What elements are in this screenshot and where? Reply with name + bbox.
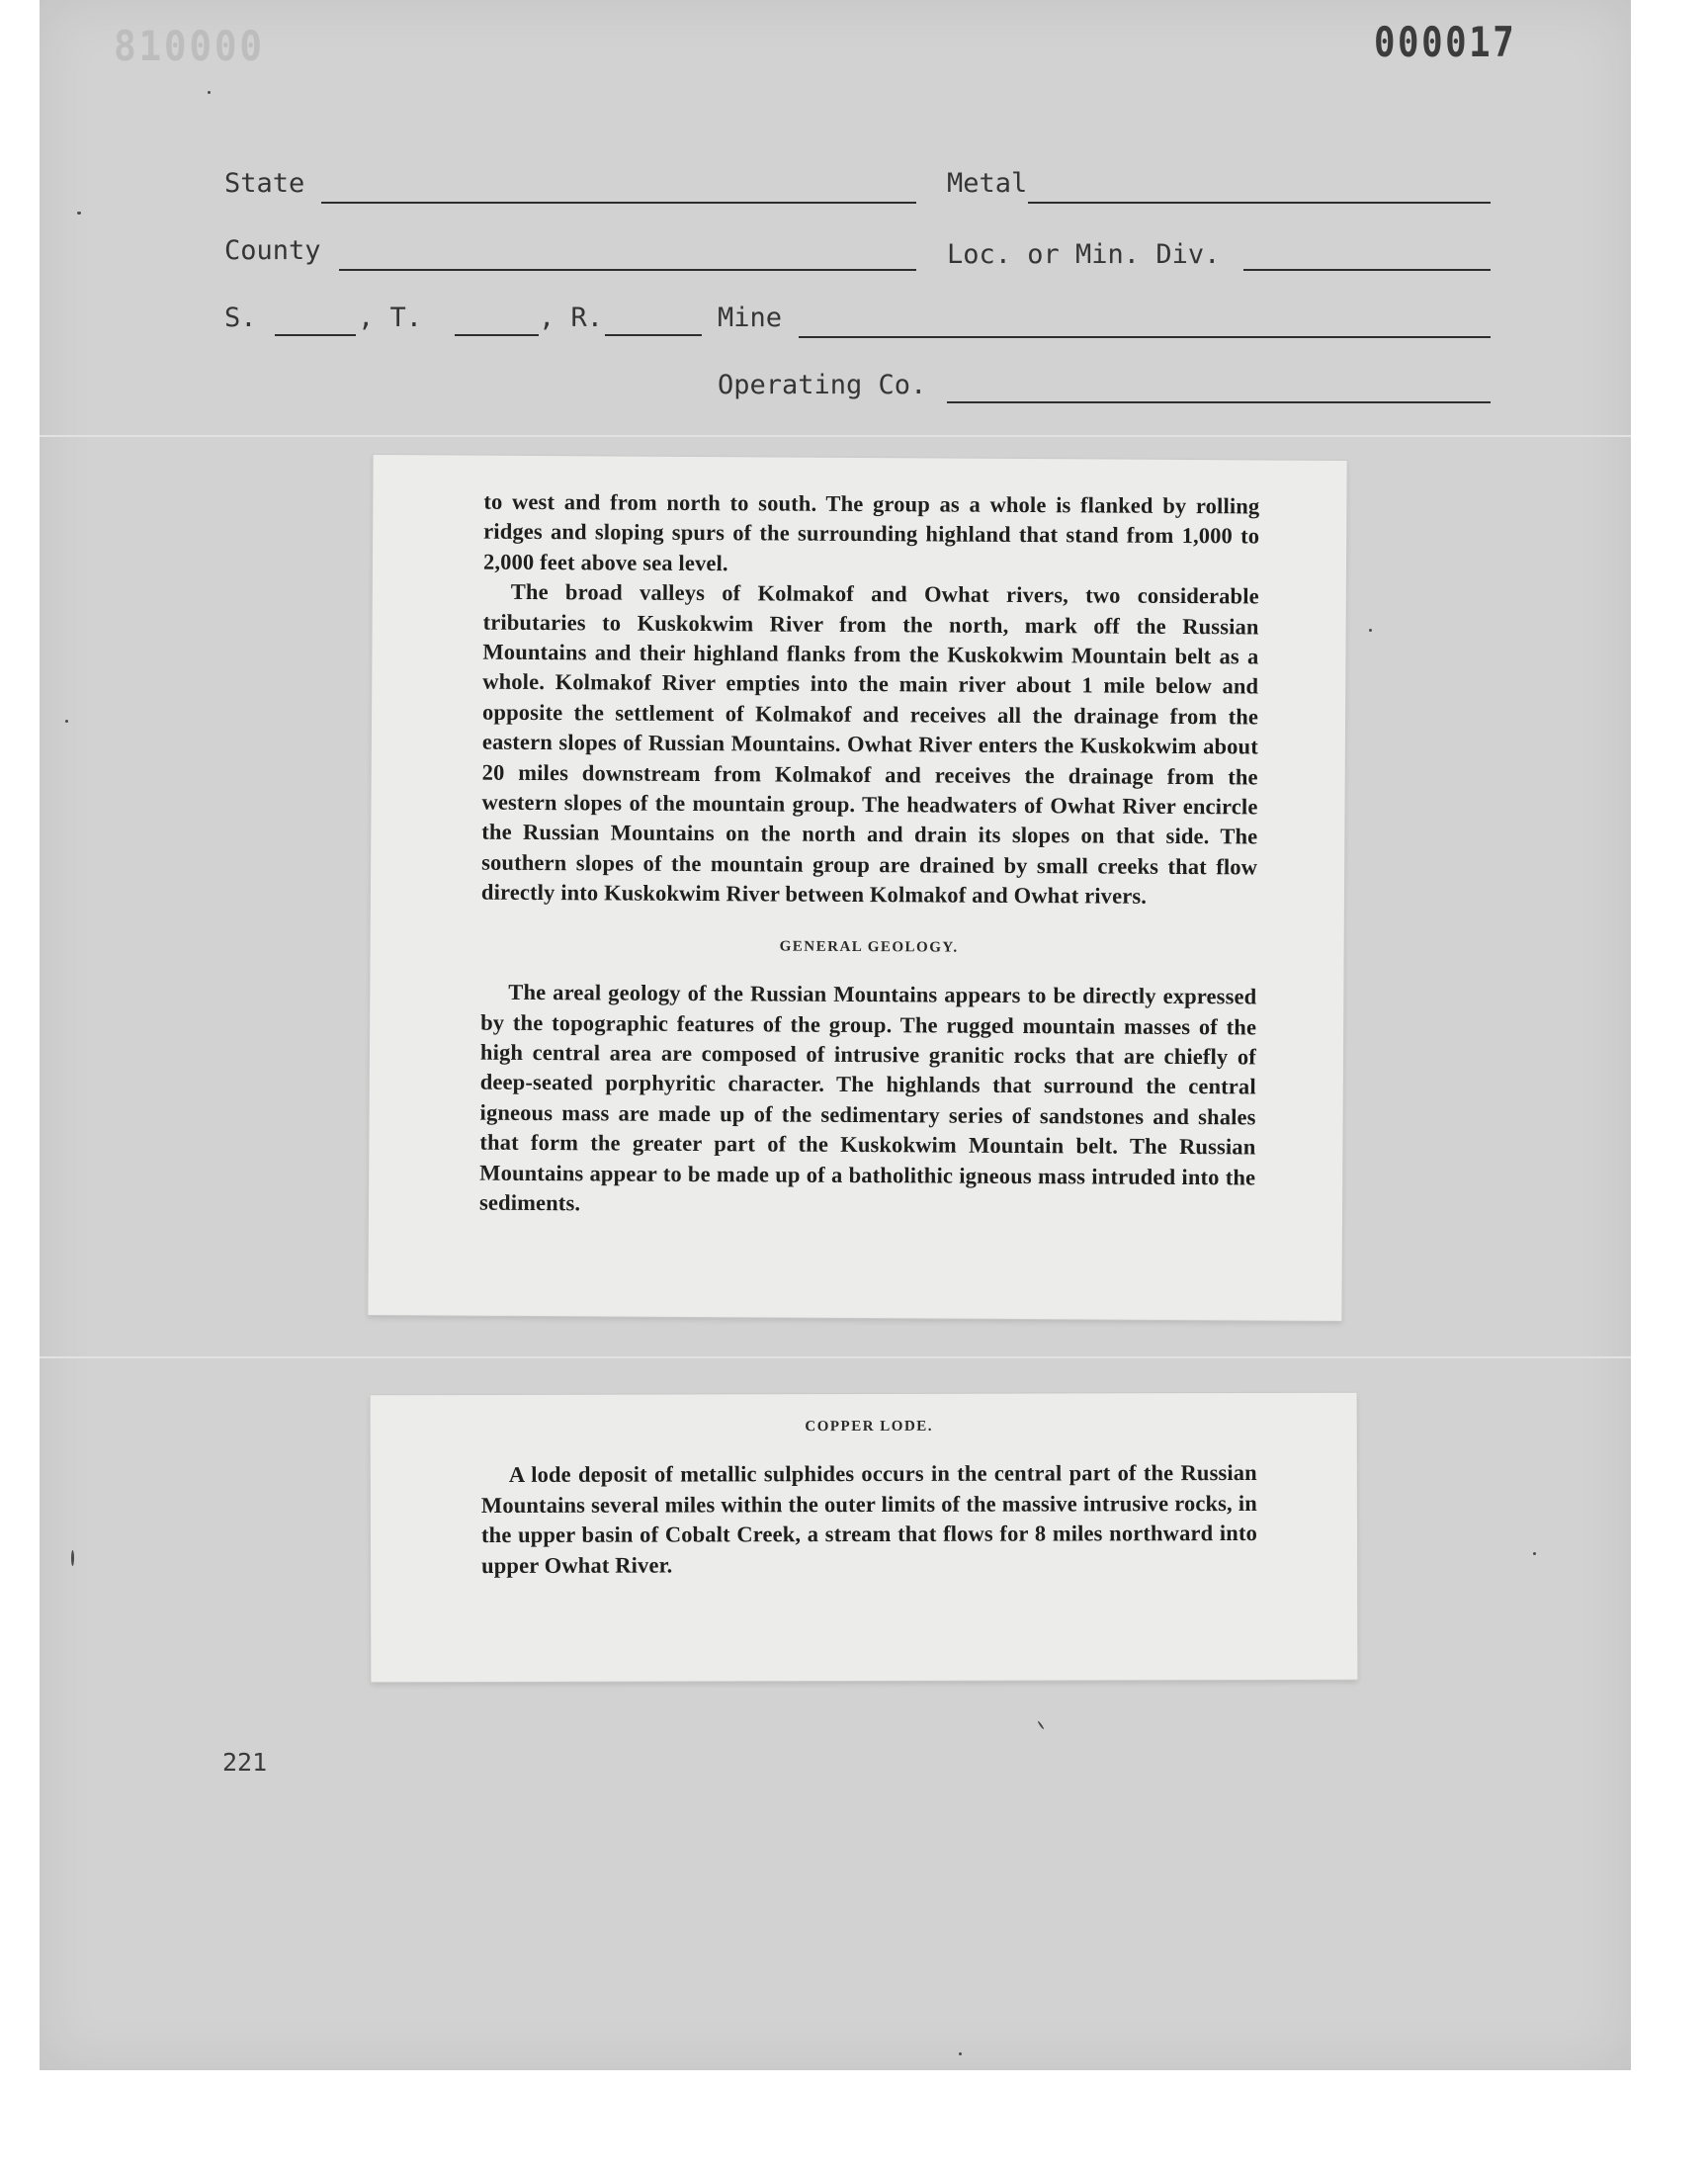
section-heading: COPPER LODE.	[805, 1418, 934, 1436]
metal-label: Metal	[947, 168, 1028, 199]
township-label: , T.	[358, 303, 423, 333]
township-field-line	[455, 334, 539, 336]
scan-band	[40, 1356, 1631, 1358]
scan-speck	[65, 720, 68, 723]
scan-speck	[959, 2052, 962, 2055]
text-clipping-geography	[368, 455, 1346, 1321]
page-number: 221	[222, 1748, 268, 1777]
section-heading: GENERAL GEOLOGY.	[779, 938, 959, 956]
clipping-body	[479, 487, 1260, 1223]
mine-label: Mine	[718, 303, 783, 333]
paragraph: to west and from north to south. The group as a whole is flanked by rolling ridges and sloping spurs of the surrounding highland that stand from 1,000 to 2,000 feet above sea level.	[482, 488, 1260, 576]
loc-min-div-label: Loc. or Min. Div.	[947, 239, 1221, 270]
section-field-line	[275, 334, 356, 336]
scan-speck	[1369, 629, 1372, 632]
mine-field-line	[799, 336, 1491, 338]
scan-speck	[1533, 1552, 1536, 1555]
scan-band	[40, 435, 1631, 437]
paragraph: A lode deposit of metallic sulphides occurs in the central part of the Russian Mountains several miles within the outer limits of the massive intrusive rocks, in the upper basin of Cobalt Creek, a stream that flows for 8 miles northward into upper Owhat River.	[480, 1460, 1258, 1578]
paragraph: The broad valleys of Kolmakof and Owhat rivers, two considerable tributaries to Kuskokwim River from the north, mark off the Russian Mountains and their highland flanks from the Kuskokwim Mountain belt as a whole. Kolmakof River empties into the main river about 1 mile below and opposite the settlement of Kolmakof and receives all the drainage from the eastern slopes of Russian Mountains. Owhat River enters the Kuskokwim about 20 miles downstream from Kolmakof and receives the drainage from the western slopes of the mountain group. The headwaters of Owhat River encircle the Russian Mountains on the north and drain its slopes on that side. The southern slopes of the mountain group are drained by small creeks that flow directly into Kuskokwim River between Kolmakof and Owhat rivers.	[480, 579, 1259, 910]
stamp-top-right: 000017	[1374, 18, 1517, 66]
clipping-body	[481, 1411, 1257, 1581]
operating-co-field-line	[947, 401, 1491, 403]
county-label: County	[224, 235, 321, 266]
state-label: State	[224, 168, 305, 199]
stamp-top-left: 810000	[114, 22, 265, 70]
state-field-line	[321, 202, 916, 204]
scan-speck	[208, 91, 211, 94]
operating-co-label: Operating Co.	[718, 370, 927, 400]
county-field-line	[339, 269, 916, 271]
text-clipping-copper-lode	[371, 1393, 1358, 1683]
scan-speck	[77, 212, 81, 215]
metal-field-line	[1028, 202, 1491, 204]
range-label: , R.	[539, 303, 604, 333]
scan-speck	[71, 1550, 74, 1566]
range-field-line	[605, 334, 702, 336]
section-label: S.	[224, 303, 257, 333]
loc-field-line	[1243, 269, 1491, 271]
paragraph: The areal geology of the Russian Mountains appears to be directly expressed by the topographic features of the group. The rugged mountain masses of the high central area are composed of intrusive granitic rocks that are chiefly of deep-seated porphyritic character. The highlands that surround the central igneous mass are made up of the sedimentary series of sandstones and shales that form the greater part of the Kuskokwim Mountain belt. The Russian Mountains appear to be made up of a batholithic igneous mass intruded into the sediments.	[478, 979, 1257, 1216]
